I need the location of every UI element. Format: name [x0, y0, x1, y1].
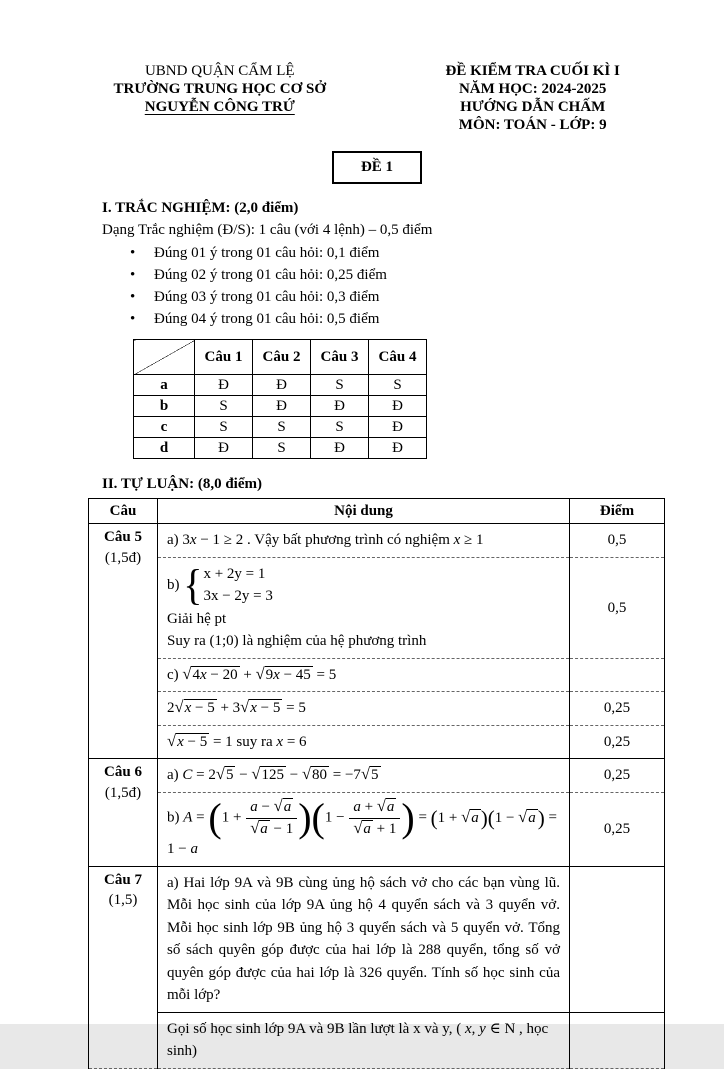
answer-cell: Đ — [311, 396, 369, 417]
answer-key-header-cell: Câu 2 — [253, 340, 311, 375]
parenthesized-expression: ( 1 + $\frac{a - √a}{√a - 1}$ ) — [208, 795, 312, 840]
equation-system: { x + 2y = 1 3x − 2y = 3 — [183, 560, 273, 610]
parenthesized-expression: ( 1 − √a ) — [487, 805, 545, 830]
content-cell: Gọi số học sinh lớp 9A và 9B lần lượt là x và y, ( x, y ∈ N , học sinh) — [158, 1012, 570, 1068]
school-year: NĂM HỌC: 2024-2025 — [458, 81, 607, 97]
issuing-authority: UBND QUẬN CẨM LỆ — [144, 63, 295, 79]
content-cell: a) C = 2√5 − √125 − √80 = −7√5 — [158, 759, 570, 793]
content-cell: b) A = ( 1 + $\frac{a - √a}{√a - 1}$ ) ( 1 − $\frac{a + √a}{√a + 1}$ ) = ( 1 + √a ) ( 1 − √a ) = 1 − a — [158, 792, 570, 866]
answer-key-table — [133, 339, 427, 459]
question-points: (1,5) — [108, 892, 138, 908]
row-label-cell: b — [134, 396, 195, 417]
exam-title: ĐỀ KIỂM TRA CUỐI KÌ I — [445, 63, 620, 79]
rubric-row — [89, 792, 665, 866]
question-label: Câu 5 — [104, 529, 142, 546]
rubric-row — [89, 759, 665, 793]
grading-rules-list — [88, 242, 637, 331]
content-cell: 2√x − 5 + 3√x − 5 = 5 — [158, 692, 570, 726]
question-label-cell — [89, 524, 158, 759]
answer-cell: S — [311, 417, 369, 438]
answer-key-row — [134, 375, 427, 396]
sqrt-expression: √a — [518, 806, 536, 826]
section-1-intro: Dạng Trắc nghiệm (Đ/S): 1 câu (với 4 lệnh) – 0,5 điểm — [102, 222, 433, 238]
content-cell: b) { x + 2y = 1 3x − 2y = 3 Giải hệ pt Suy ra (1;0) là nghiệm của hệ phương trình — [158, 557, 570, 658]
answer-key-row — [134, 396, 427, 417]
score-cell: 0,5 — [570, 524, 665, 558]
sqrt-expression: √x − 5 — [174, 697, 215, 717]
grading-guide-label: HƯỚNG DẪN CHẤM — [460, 99, 606, 115]
col-header-cau: Câu — [89, 498, 158, 524]
answer-cell: Đ — [311, 438, 369, 459]
sqrt-expression: √a — [461, 806, 479, 826]
answer-cell: Đ — [369, 396, 427, 417]
sqrt-expression: √a — [273, 795, 292, 815]
answer-key-header-cell: Câu 3 — [311, 340, 369, 375]
question-label-cell — [89, 759, 158, 867]
row-label-cell: a — [134, 375, 195, 396]
answer-cell: S — [369, 375, 427, 396]
question-label: Câu 7 — [104, 871, 142, 888]
sqrt-expression: √80 — [301, 764, 328, 784]
parenthesized-expression: ( 1 − $\frac{a + √a}{√a + 1}$ ) — [311, 795, 415, 840]
rubric-row — [89, 866, 665, 1012]
grading-rule-item: • Đúng 04 ý trong 01 câu hỏi: 0,5 điểm — [130, 308, 637, 330]
sqrt-expression: √a — [376, 795, 395, 815]
answer-key-row — [134, 438, 427, 459]
question-label-cell — [89, 866, 158, 1068]
rubric-row — [89, 1012, 665, 1068]
content-cell: √x − 5 = 1 suy ra x = 6 — [158, 725, 570, 759]
sqrt-expression: √x − 5 — [240, 697, 281, 717]
row-label-cell: d — [134, 438, 195, 459]
answer-key-header-cell: Câu 1 — [195, 340, 253, 375]
school-name-line2: NGUYỄN CÔNG TRỨ — [144, 99, 295, 115]
school-block — [88, 62, 352, 116]
answer-cell: S — [195, 396, 253, 417]
sqrt-expression: √125 — [251, 764, 284, 784]
row-label-cell: c — [134, 417, 195, 438]
sqrt-expression: √5 — [360, 764, 379, 784]
grading-rule-item: • Đúng 01 ý trong 01 câu hỏi: 0,1 điểm — [130, 242, 637, 264]
score-cell — [570, 866, 665, 1012]
subject-grade: MÔN: TOÁN - LỚP: 9 — [458, 117, 607, 133]
rubric-header-row — [89, 498, 665, 524]
content-cell: a) 3x − 1 ≥ 2 . Vậy bất phương trình có nghiệm x ≥ 1 — [158, 524, 570, 558]
answer-cell: S — [253, 438, 311, 459]
answer-cell: S — [195, 417, 253, 438]
rubric-row — [89, 725, 665, 759]
sqrt-expression: √a — [250, 817, 268, 837]
score-cell: 0,25 — [570, 692, 665, 726]
rubric-table — [88, 498, 665, 1069]
exam-title-block — [428, 62, 637, 134]
question-points: (1,5đ) — [104, 784, 142, 801]
rubric-row — [89, 524, 665, 558]
question-points: (1,5đ) — [104, 549, 142, 566]
answer-cell: S — [311, 375, 369, 396]
score-cell — [570, 1012, 665, 1068]
score-cell — [570, 658, 665, 692]
grading-rule-item: • Đúng 02 ý trong 01 câu hỏi: 0,25 điểm — [130, 264, 637, 286]
exam-code-box — [332, 151, 422, 184]
score-cell: 0,25 — [570, 725, 665, 759]
col-header-noidung: Nội dung — [158, 498, 570, 524]
fraction: $\frac{a + √a}{√a + 1}$ — [348, 798, 401, 839]
parenthesized-expression: ( 1 + √a ) — [430, 805, 488, 830]
answer-key-header-cell: Câu 4 — [369, 340, 427, 375]
school-name-line1: TRƯỜNG TRUNG HỌC CƠ SỞ — [113, 81, 327, 97]
col-header-diem: Điểm — [570, 498, 665, 524]
section-2-heading: II. TỰ LUẬN: (8,0 điểm) — [102, 476, 262, 493]
rubric-row — [89, 557, 665, 658]
answer-cell: Đ — [195, 375, 253, 396]
sqrt-expression: √4x − 20 — [182, 663, 238, 683]
content-cell: c) √4x − 20 + √9x − 45 = 5 — [158, 658, 570, 692]
sqrt-expression: √5 — [215, 764, 234, 784]
answer-cell: Đ — [369, 438, 427, 459]
question-label: Câu 6 — [104, 764, 142, 781]
answer-key-row — [134, 417, 427, 438]
exam-code-label: ĐỀ 1 — [360, 159, 394, 175]
score-cell: 0,5 — [570, 557, 665, 658]
sqrt-expression: √a — [353, 817, 371, 837]
document-header — [88, 62, 637, 134]
section-1-heading: I. TRẮC NGHIỆM: (2,0 điểm) — [102, 199, 299, 216]
diagonal-cell — [134, 340, 195, 375]
sqrt-expression: √x − 5 — [167, 730, 208, 750]
answer-cell: Đ — [369, 417, 427, 438]
sqrt-expression: √9x − 45 — [255, 663, 311, 683]
answer-cell: S — [253, 417, 311, 438]
grading-rule-item: • Đúng 03 ý trong 01 câu hỏi: 0,3 điểm — [130, 286, 637, 308]
score-cell: 0,25 — [570, 759, 665, 793]
fraction: $\frac{a - √a}{√a - 1}$ — [245, 798, 298, 839]
answer-cell: Đ — [253, 396, 311, 417]
answer-cell: Đ — [253, 375, 311, 396]
rubric-row — [89, 692, 665, 726]
content-cell: a) Hai lớp 9A và 9B cùng ủng hộ sách vở cho các bạn vùng lũ. Mỗi học sinh của lớp 9A ủng hộ 4 quyển sách và 3 quyển vở. Mỗi học sinh lớp 9B ủng hộ 3 quyển sách và 5 quyển vở. Tổng số sách quyên góp được của hai lớp là 288 quyển, tổng số vở quyên góp được của hai lớp là 326 quyển. Tính số học sinh của mỗi lớp? — [158, 866, 570, 1012]
rubric-row — [89, 658, 665, 692]
answer-cell: Đ — [195, 438, 253, 459]
score-cell: 0,25 — [570, 792, 665, 866]
answer-key-header-row — [134, 340, 427, 375]
